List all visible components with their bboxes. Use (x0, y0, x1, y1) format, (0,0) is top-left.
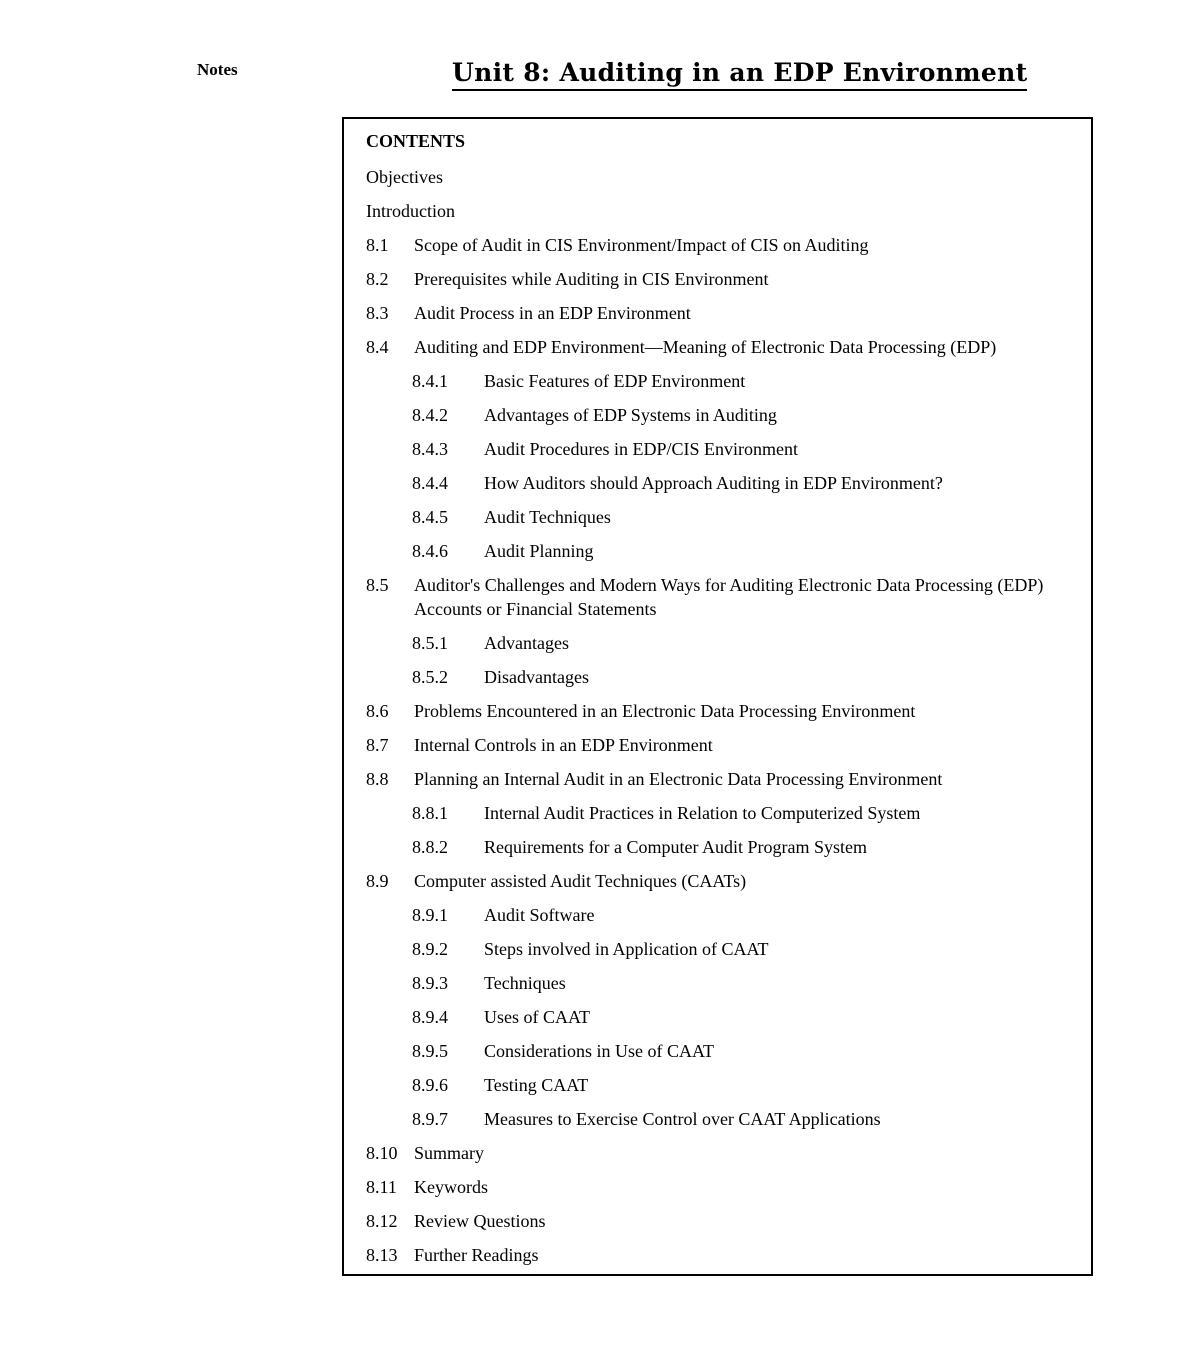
toc-number: 8.9.7 (412, 1109, 448, 1129)
toc-number: 8.4.1 (412, 371, 448, 391)
toc-number: 8.9.5 (412, 1041, 448, 1061)
toc-text: Internal Controls in an EDP Environment (414, 735, 713, 755)
toc-number: 8.12 (366, 1211, 398, 1231)
notes-label: Notes (197, 60, 238, 79)
toc-text: Scope of Audit in CIS Environment/Impact of CIS on Auditing (414, 235, 869, 255)
toc-text: Audit Procedures in EDP/CIS Environment (484, 439, 798, 459)
contents-box (342, 117, 1093, 1276)
toc-number: 8.1 (366, 235, 389, 255)
toc-text: Audit Planning (484, 541, 594, 561)
toc-text: Internal Audit Practices in Relation to Computerized System (484, 803, 921, 823)
toc-text: Summary (414, 1143, 484, 1163)
toc-number: 8.10 (366, 1143, 398, 1163)
toc-text: Prerequisites while Auditing in CIS Environment (414, 269, 769, 289)
toc-number: 8.13 (366, 1245, 398, 1265)
toc-number: 8.8.1 (412, 803, 448, 823)
toc-number: 8.9 (366, 871, 389, 891)
toc-number: 8.4 (366, 337, 389, 357)
toc-text: Audit Techniques (484, 507, 611, 527)
toc-number: 8.11 (366, 1177, 397, 1197)
toc-number: 8.5.1 (412, 633, 448, 653)
contents-heading: CONTENTS (366, 131, 466, 151)
toc-text: Considerations in Use of CAAT (484, 1041, 714, 1061)
toc-number: 8.4.6 (412, 541, 448, 561)
toc-text: Advantages (484, 633, 569, 653)
toc-text: Basic Features of EDP Environment (484, 371, 746, 391)
toc-text: Review Questions (414, 1211, 546, 1231)
toc-number: 8.3 (366, 303, 389, 323)
toc-number: 8.6 (366, 701, 389, 721)
toc-text: Uses of CAAT (484, 1007, 590, 1027)
toc-text: Auditor's Challenges and Modern Ways for Auditing Electronic Data Processing (EDP) Accounts or Financial Statements (414, 575, 1044, 619)
toc-text: Steps involved in Application of CAAT (484, 939, 769, 959)
toc-text: Measures to Exercise Control over CAAT Applications (484, 1109, 881, 1129)
toc-text: Problems Encountered in an Electronic Data Processing Environment (414, 701, 916, 721)
toc-number: 8.8 (366, 769, 389, 789)
toc-text: Computer assisted Audit Techniques (CAATs) (414, 871, 747, 891)
toc-number: 8.9.2 (412, 939, 448, 959)
toc-text: Audit Software (484, 905, 595, 925)
toc-text: Introduction (366, 201, 455, 221)
toc-text: Testing CAAT (484, 1075, 589, 1095)
toc-number: 8.4.5 (412, 507, 448, 527)
toc-number: 8.4.2 (412, 405, 448, 425)
toc-text: Auditing and EDP Environment—Meaning of Electronic Data Processing (EDP) (414, 337, 997, 357)
unit-title: Unit 8: Auditing in an EDP Environment (452, 58, 1027, 91)
toc-text: Objectives (366, 167, 443, 187)
toc-number: 8.4.3 (412, 439, 448, 459)
toc-number: 8.9.1 (412, 905, 448, 925)
toc-text: Requirements for a Computer Audit Program System (484, 837, 867, 857)
toc-number: 8.9.6 (412, 1075, 448, 1095)
toc-text: Planning an Internal Audit in an Electronic Data Processing Environment (414, 769, 943, 789)
toc-number: 8.8.2 (412, 837, 448, 857)
toc-number: 8.9.4 (412, 1007, 448, 1027)
toc-text: Audit Process in an EDP Environment (414, 303, 691, 323)
toc-number: 8.9.3 (412, 973, 448, 993)
toc-number: 8.5 (366, 575, 389, 595)
toc-text: Keywords (414, 1177, 488, 1197)
toc-text: Techniques (484, 973, 566, 993)
toc-number: 8.7 (366, 735, 389, 755)
toc-number: 8.2 (366, 269, 389, 289)
toc-text: Further Readings (414, 1245, 539, 1265)
toc-number: 8.4.4 (412, 473, 448, 493)
toc-text: How Auditors should Approach Auditing in EDP Environment? (484, 473, 943, 493)
toc-text: Advantages of EDP Systems in Auditing (484, 405, 777, 425)
toc-text: Disadvantages (484, 667, 589, 687)
toc-number: 8.5.2 (412, 667, 448, 687)
